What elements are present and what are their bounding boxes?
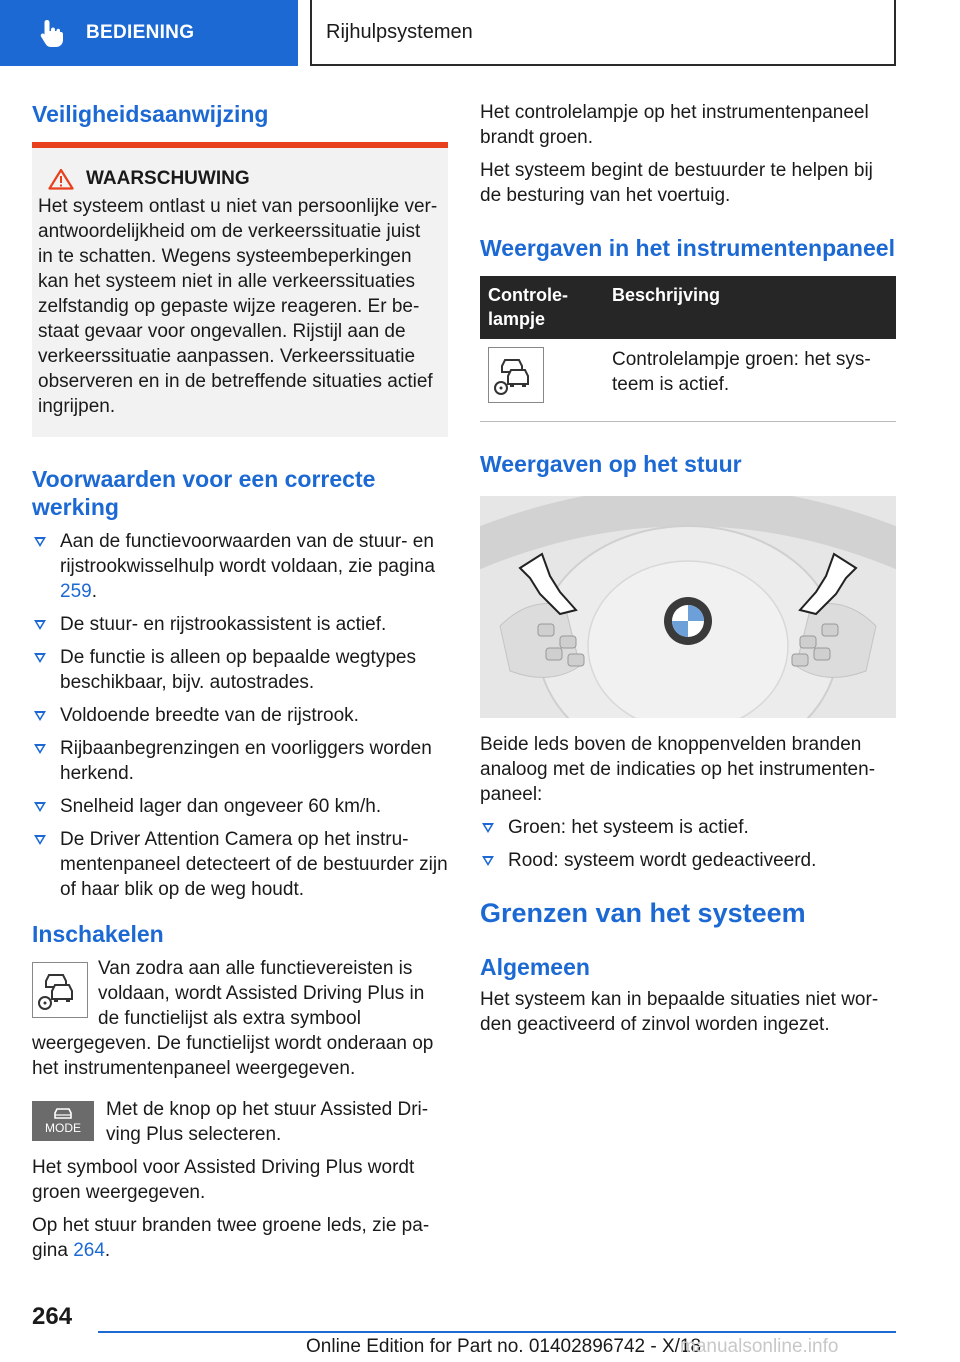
table-header-lamp: Controlelampje: [480, 276, 604, 339]
list-item: Rood: systeem wordt gedeactiveerd.: [480, 848, 896, 873]
conditions-list: [32, 529, 448, 902]
list-item: Snelheid lager dan ongeveer 60 km/h.: [32, 794, 448, 819]
switch-on-text-3: Het symbool voor Assisted Driving Plus wordt groen weergegeven.: [32, 1157, 415, 1203]
steering-heading: Weergaven op het stuur: [480, 451, 742, 477]
table-header-row: [480, 276, 896, 339]
warning-title-row: [38, 168, 440, 190]
list-item: De stuur- en rijstrookassistent is actief.: [32, 612, 448, 637]
section-tab-label: BEDIENING: [86, 22, 195, 43]
safety-heading: Veiligheidsaanwijzing: [32, 101, 269, 127]
triangle-bullet-icon: [482, 856, 494, 866]
triangle-bullet-icon: [34, 537, 46, 547]
page-link[interactable]: 264: [73, 1240, 105, 1261]
switch-on-block: [32, 956, 448, 1081]
intro-text-2: Het systeem begint de bestuurder te helpen bij de besturing van het voertuig.: [480, 160, 873, 206]
triangle-bullet-icon: [34, 653, 46, 663]
switch-on-text-4: Op het stuur branden twee groene leds, zie pagina 264.: [32, 1215, 430, 1261]
switch-on-heading: Inschakelen: [32, 921, 164, 947]
list-item: De functie is alleen op bepaalde wegtypes beschikbaar, bijv. autostrades.: [32, 645, 448, 695]
warning-box: [32, 142, 448, 437]
table-row: [480, 339, 896, 422]
page-link[interactable]: 259: [60, 581, 92, 602]
triangle-bullet-icon: [482, 823, 494, 833]
page-number: 264: [32, 1303, 73, 1330]
list-item: Groen: het systeem is actief.: [480, 815, 896, 840]
edition-info: Online Edition for Part no. 01402896742 - X/18: [306, 1336, 702, 1357]
indicator-table: [480, 276, 896, 422]
switch-on-text-2: Met de knop op het stuur Assisted Driving Plus selecteren.: [106, 1099, 429, 1145]
steering-wheel-image: [480, 496, 896, 718]
display-heading: Weergaven in het instrumentenpaneel: [480, 235, 895, 261]
page-header: [0, 0, 960, 66]
general-heading: Algemeen: [480, 954, 590, 980]
list-item: De Driver Attention Camera op het instrumentenpaneel detecteert of de bestuurder zijn of haar blik op de weg houdt.: [32, 827, 448, 902]
table-cell-lamp: [480, 339, 604, 422]
right-column: [480, 100, 896, 1037]
warning-title: WAARSCHUWING: [86, 168, 250, 189]
limits-heading: Grenzen van het systeem: [480, 898, 806, 928]
list-item: Rijbaanbegrenzingen en voorliggers worden herkend.: [32, 736, 448, 786]
section-tab[interactable]: [0, 0, 298, 66]
steering-text: Beide leds boven de knoppenvelden branden analoog met de indicaties op het instrumentenpaneel:: [480, 734, 876, 805]
general-text: Het systeem kan in bepaalde situaties niet worden geactiveerd of zinvol worden ingezet.: [480, 989, 879, 1035]
mode-block: [32, 1097, 448, 1147]
chapter-title-box: [310, 0, 896, 66]
intro-text-1: Het controlelampje op het instrumentenpaneel brandt groen.: [480, 102, 869, 148]
table-cell-description: Controlelampje groen: het systeem is actief.: [604, 339, 896, 422]
triangle-bullet-icon: [34, 744, 46, 754]
triangle-bullet-icon: [34, 835, 46, 845]
warning-text: Het systeem ontlast u niet van persoonlijke verantwoordelijkheid om de verkeerssituatie juist in te schatten. Wegens systeembeperkingen kan het systeem niet in alle verkeerssituaties zelfstandig op gepaste wijze reageren. Er bestaat gevaar voor ongevallen. Rijstijl aan de verkeerssituatie aanpassen. Verkeerssituatie observeren en in de betreffende situaties actief ingrijpen.: [38, 196, 438, 417]
left-column: [32, 100, 448, 1263]
triangle-bullet-icon: [34, 711, 46, 721]
assisted-driving-icon: [488, 347, 544, 403]
triangle-bullet-icon: [34, 620, 46, 630]
hand-pointer-icon: [38, 18, 66, 48]
footer-divider: [98, 1331, 896, 1333]
list-item: Aan de functievoorwaarden van de stuur- en rijstrookwisselhulp wordt voldaan, zie pagina 259.: [32, 529, 448, 604]
conditions-heading: Voorwaarden voor een correcte werking: [32, 466, 376, 520]
list-item: Voldoende breedte van de rijstrook.: [32, 703, 448, 728]
triangle-bullet-icon: [34, 802, 46, 812]
switch-on-text-1: Van zodra aan alle functievereisten is voldaan, wordt Assisted Driving Plus in de functielijst als extra symbool weergegeven. De functielijst wordt onderaan op het instrumentenpaneel weergegeven.: [32, 958, 434, 1079]
steering-list: [480, 815, 896, 873]
assisted-driving-icon: [32, 962, 88, 1018]
mode-button-icon: [32, 1101, 94, 1141]
watermark-logo: manualsonline.info: [680, 1336, 839, 1357]
table-header-description: Beschrijving: [604, 276, 896, 339]
mode-label: MODE: [45, 1121, 81, 1135]
chapter-title: Rijhulpsystemen: [326, 20, 473, 43]
warning-triangle-icon: [48, 168, 74, 190]
